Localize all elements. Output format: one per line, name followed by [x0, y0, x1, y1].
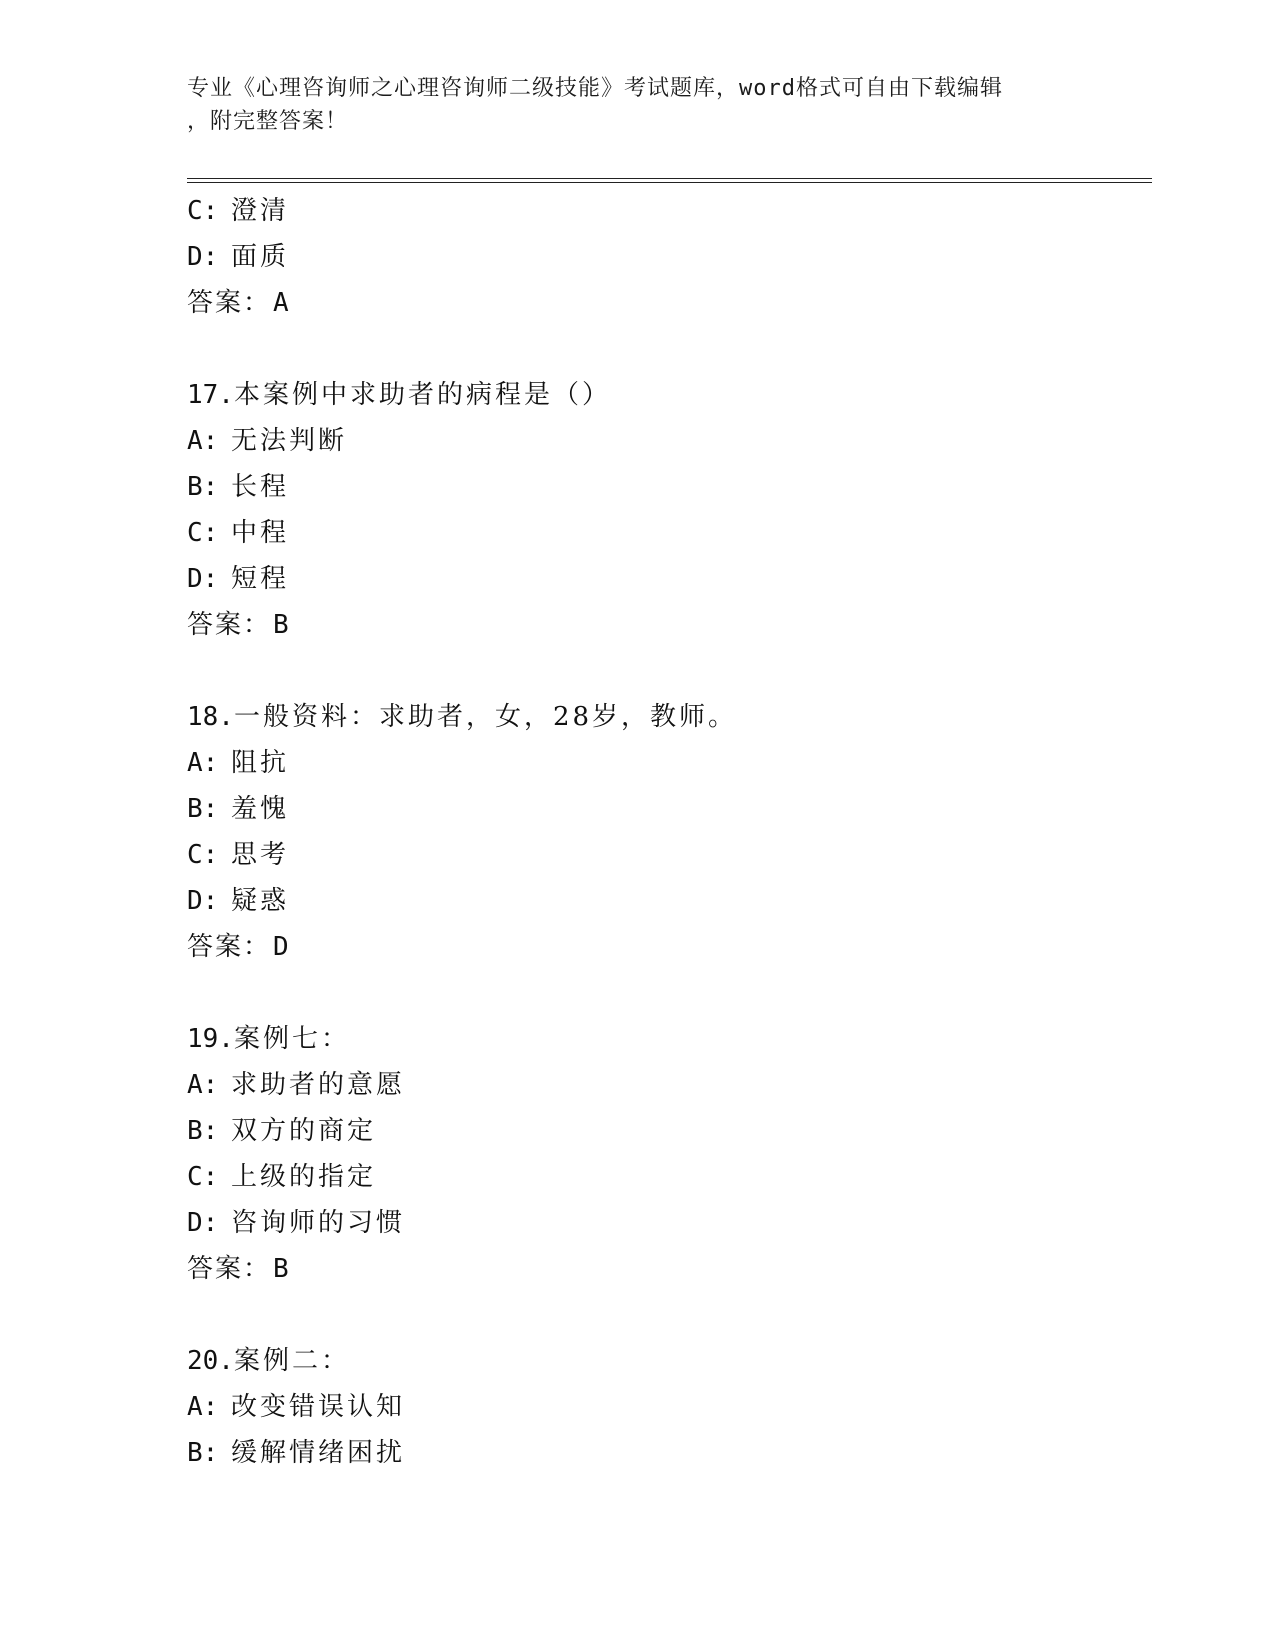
option-line — [187, 418, 1147, 464]
option-letter: C: — [187, 1162, 219, 1192]
option-line — [187, 464, 1147, 510]
answer-value: B — [273, 1254, 291, 1284]
option-text: 上级的指定 — [231, 1162, 377, 1192]
option-text: 长程 — [231, 472, 290, 502]
option-line — [187, 740, 1147, 786]
option-text: 双方的商定 — [231, 1116, 377, 1146]
option-text: 求助者的意愿 — [231, 1070, 406, 1100]
answer-label: 答案： — [187, 1254, 272, 1284]
option-line — [187, 832, 1147, 878]
answer-line — [187, 602, 1147, 648]
question-stem — [187, 694, 1147, 740]
question-stem — [187, 1016, 1147, 1062]
question-text: 本案例中求助者的病程是（） — [233, 380, 611, 410]
answer-line — [187, 924, 1147, 970]
option-line — [187, 510, 1147, 556]
option-text: 改变错误认知 — [231, 1392, 406, 1422]
option-line — [187, 1430, 1147, 1476]
option-letter: B: — [187, 1438, 219, 1468]
option-letter: B: — [187, 472, 219, 502]
option-line — [187, 1384, 1147, 1430]
question-text: 案例二： — [233, 1346, 350, 1376]
option-text: 中程 — [231, 518, 290, 548]
answer-value: D — [273, 932, 291, 962]
option-letter: A: — [187, 426, 219, 456]
question-number: 20. — [187, 1346, 234, 1376]
option-letter: B: — [187, 1116, 219, 1146]
option-text: 澄清 — [231, 196, 290, 226]
option-line — [187, 786, 1147, 832]
option-line — [187, 188, 1147, 234]
question-number: 17. — [187, 380, 234, 410]
answer-value: A — [273, 288, 291, 318]
option-letter: A: — [187, 1392, 219, 1422]
question-stem — [187, 372, 1147, 418]
option-line — [187, 1200, 1147, 1246]
option-text: 疑惑 — [231, 886, 290, 916]
answer-value: B — [273, 610, 291, 640]
option-text: 缓解情绪困扰 — [231, 1438, 406, 1468]
answer-line — [187, 280, 1147, 326]
option-text: 羞愧 — [231, 794, 290, 824]
option-letter: C: — [187, 196, 219, 226]
header-line-1: 专业《心理咨询师之心理咨询师二级技能》考试题库，word格式可自由下载编辑 — [187, 76, 1003, 101]
header-rule-bottom — [187, 182, 1152, 183]
option-text: 无法判断 — [231, 426, 348, 456]
spacer — [187, 648, 1147, 694]
answer-label: 答案： — [187, 610, 272, 640]
question-number: 19. — [187, 1024, 234, 1054]
option-letter: D: — [187, 242, 219, 272]
question-text: 一般资料：求助者，女，28岁，教师。 — [233, 702, 738, 732]
option-letter: C: — [187, 518, 219, 548]
option-line — [187, 234, 1147, 280]
option-letter: B: — [187, 794, 219, 824]
option-line — [187, 556, 1147, 602]
spacer — [187, 1292, 1147, 1338]
document-header — [187, 72, 1087, 138]
question-list — [187, 188, 1147, 1476]
option-letter: A: — [187, 748, 219, 778]
option-letter: D: — [187, 886, 219, 916]
question-stem — [187, 1338, 1147, 1384]
option-text: 面质 — [231, 242, 290, 272]
option-letter: D: — [187, 564, 219, 594]
option-letter: D: — [187, 1208, 219, 1238]
option-letter: A: — [187, 1070, 219, 1100]
spacer — [187, 970, 1147, 1016]
header-line-2: ，附完整答案！ — [187, 109, 349, 134]
option-line — [187, 1154, 1147, 1200]
option-text: 短程 — [231, 564, 290, 594]
option-text: 咨询师的习惯 — [231, 1208, 406, 1238]
question-text: 案例七： — [233, 1024, 350, 1054]
option-line — [187, 1062, 1147, 1108]
answer-label: 答案： — [187, 932, 272, 962]
answer-label: 答案： — [187, 288, 272, 318]
option-text: 阻抗 — [231, 748, 290, 778]
question-number: 18. — [187, 702, 234, 732]
header-rule-top — [187, 178, 1152, 179]
option-letter: C: — [187, 840, 219, 870]
answer-line — [187, 1246, 1147, 1292]
spacer — [187, 326, 1147, 372]
option-line — [187, 1108, 1147, 1154]
option-text: 思考 — [231, 840, 290, 870]
option-line — [187, 878, 1147, 924]
